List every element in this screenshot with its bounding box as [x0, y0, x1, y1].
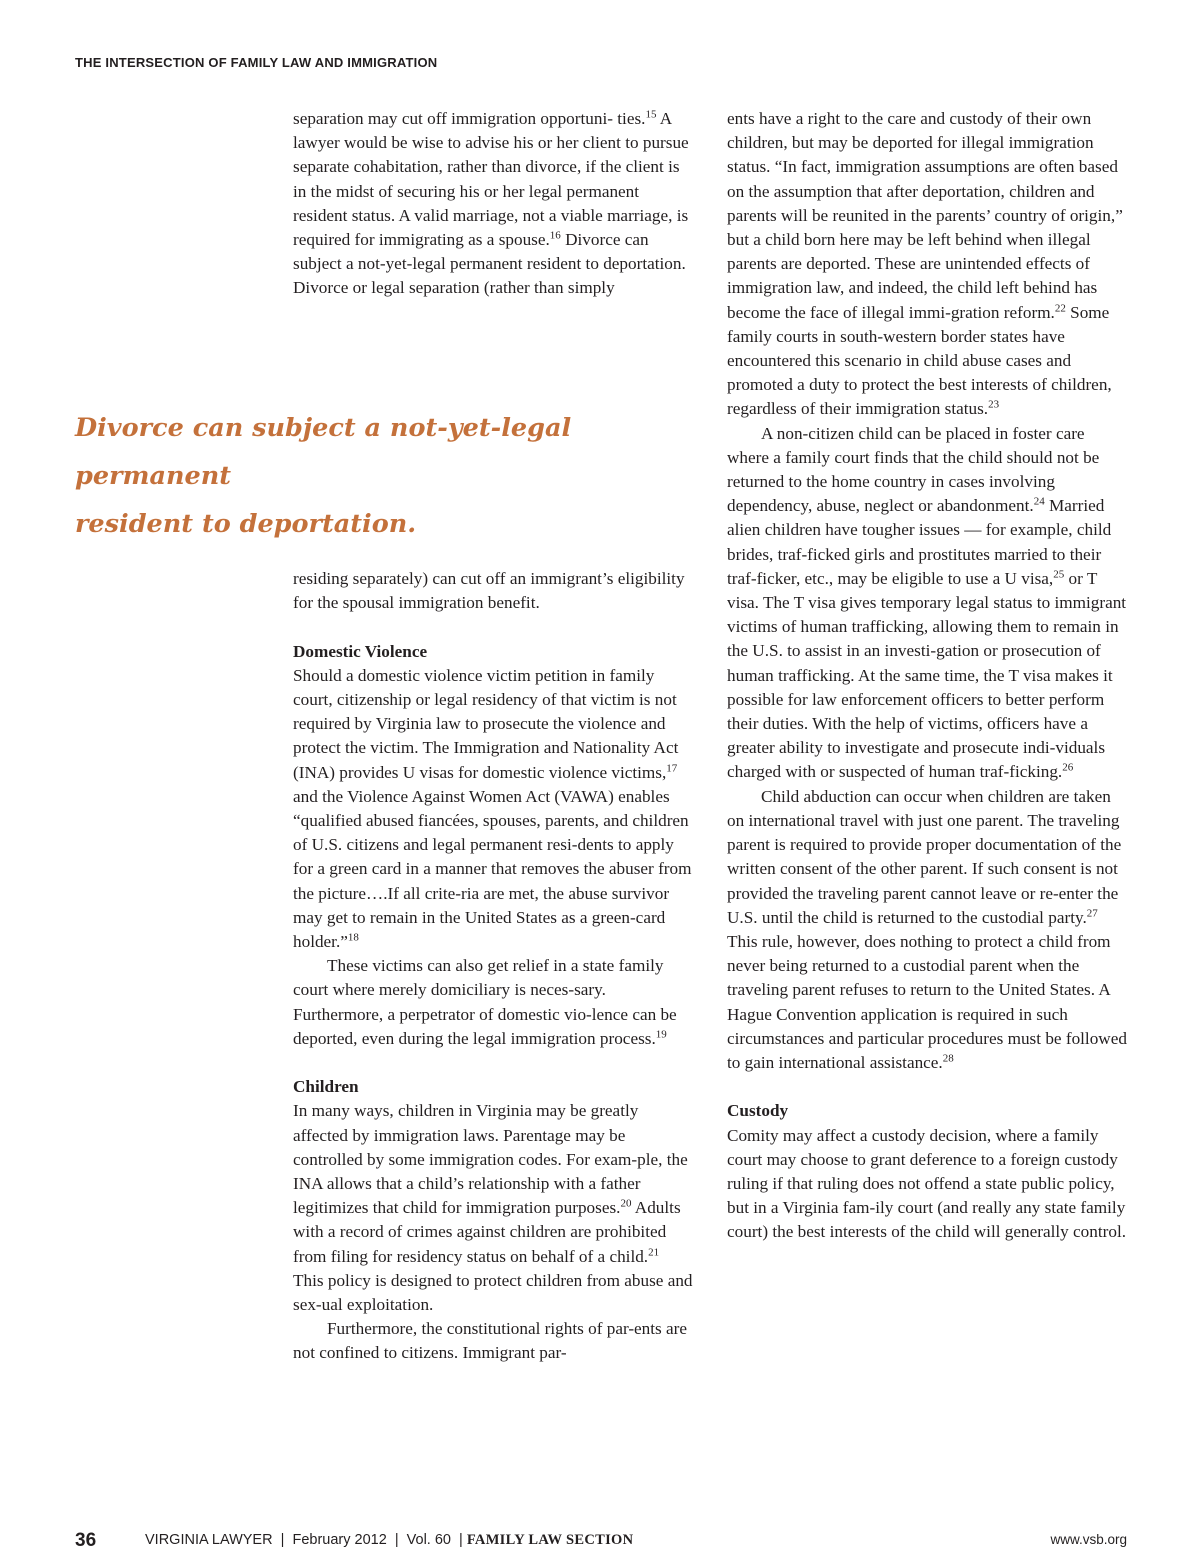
- page-footer: [75, 1530, 1127, 1554]
- section-label: FAMILY LAW SECTION: [466, 1532, 634, 1548]
- paragraph: ents have a right to the care and custody of their own children, but may be deported for illegal immigration status. “In fact, immigration assumptions are often based on the assumption that after deportation, children and parents will be reunited in the parents’ country of origin,” but a child born here may be left behind when illegal parents are deported. These are unintended effects of immigration law, and indeed, the child left behind has become the face of illegal immi-gration reform.$^{22}$ Some family courts in south-western border states have encountered this scenario in child abuse cases and promoted a duty to protect the best interests of children, regardless of their immigration status.$^{23}$: [727, 109, 1123, 419]
- paragraph: In many ways, children in Virginia may be greatly affected by immigration laws. Parentage may be controlled by some immigration codes. For exam-ple, the INA allows that a child’s relationship with a father legitimizes that child for immigration purposes.$^{20}$ Adults with a record of crimes against children are prohibited from filing for residency status on behalf of a child.$^{21}$ This policy is designed to protect children from abuse and sex-ual exploitation.: [293, 1101, 693, 1315]
- footnote-ref: 17: [666, 761, 678, 774]
- footnote-ref: 21: [648, 1245, 660, 1258]
- left-column-bottom: [293, 567, 693, 1366]
- paragraph: Child abduction can occur when children are taken on international travel with just one parent. The traveling parent is required to provide proper documentation of the written consent of the other parent. If such consent is not provided the traveling parent cannot leave or re-enter the U.S. until the child is returned to the custodial party.$^{27}$ This rule, however, does nothing to protect a child from never being returned to a custodial parent when the traveling parent refuses to return to the United States. A Hague Convention application is required in such circumstances and particular procedures must be followed to gain international assistance.$^{28}$: [727, 786, 1127, 1072]
- website-link[interactable]: www.vsb.org: [1050, 1532, 1127, 1547]
- footnote-ref: 16: [549, 229, 561, 242]
- paragraph: residing separately) can cut off an immigrant’s eligibility for the spousal immigration benefit.: [293, 569, 685, 613]
- footnote-ref: 24: [1033, 495, 1045, 508]
- publication-label: VIRGINIA LAWYER | February 2012 | Vol. 60 |: [145, 1532, 463, 1548]
- paragraph: Should a domestic violence victim petition in family court, citizenship or legal residency of that victim is not required by Virginia law to prosecute the violence and protect the victim. The Immigration and Nationality Act (INA) provides U visas for domestic violence victims,$^{17}$ and the Violence Against Women Act (VAWA) enables “qualified abused fiancées, spouses, parents, and children of U.S. citizens and legal permanent resi-dents to apply for a green card in a manner that removes the abuser from the picture….If all crite-ria are met, the abuse survivor may get to remain in the United States as a green-card holder.”$^{18}$: [293, 665, 692, 952]
- footnote-ref: 18: [347, 931, 359, 944]
- footnote-ref: 19: [655, 1028, 667, 1041]
- pull-quote-line: resident to deportation.: [75, 509, 417, 539]
- pull-quote-line: Divorce can subject a not-yet-legal permanent: [75, 413, 572, 491]
- paragraph: separation may cut off immigration opportuni- ties.$^{15}$ A lawyer would be wise to advise his or her client to pursue separate cohabitation, rather than divorce, if the client is in the midst of securing his or her legal permanent resident status. A valid marriage, not a viable marriage, is required for immigrating as a spouse.$^{16}$ Divorce can subject a not-yet-legal permanent resident to deportation. Divorce or legal separation (rather than simply: [293, 108, 689, 298]
- page-number: 36: [75, 1530, 97, 1551]
- paragraph: These victims can also get relief in a state family court where merely domiciliary is neces-sary. Furthermore, a perpetrator of domestic vio-lence can be deported, even during the legal immigration process.$^{19}$: [293, 956, 677, 1048]
- left-column-top: [293, 107, 693, 301]
- publication-info: [145, 1532, 633, 1549]
- paragraph: A non-citizen child can be placed in foster care where a family court finds that the child should not be returned to the home country in cases involving dependency, abuse, neglect or abandonment.$^{24}$ Married alien children have tougher issues — for example, child brides, traf-ficked girls and prostitutes married to their traf-ficker, etc., may be eligible to use a U visa,$^{25}$ or T visa. The T visa gives temporary legal status to immigrant victims of human trafficking, allowing them to remain in the U.S. to assist in an investi-gation or prosecution of human trafficking. At the same time, the T visa makes it possible for law enforcement officers to better perform their duties. With the help of victims, officers have a greater ability to investigate and prosecute indi-viduals charged with or suspected of human traf-ficking.$^{26}$: [727, 423, 1127, 782]
- footnote-ref: 20: [620, 1197, 632, 1210]
- pull-quote: [75, 404, 695, 548]
- footnote-ref: 27: [1086, 906, 1098, 919]
- footnote-ref: 26: [1062, 761, 1074, 774]
- paragraph: Comity may affect a custody decision, where a family court may choose to grant deference to a foreign custody ruling if that ruling does not offend a state public policy, but in a Virginia fam-ily court (and really any state family court) the best interests of the child will generally control.: [727, 1125, 1127, 1242]
- right-column: [727, 107, 1129, 1245]
- section-heading-custody: Custody: [727, 1101, 789, 1121]
- running-head: THE INTERSECTION OF FAMILY LAW AND IMMIGRATION: [75, 55, 438, 70]
- footnote-ref: 22: [1054, 301, 1066, 314]
- paragraph: Furthermore, the constitutional rights of par-ents are not confined to citizens. Immigrant par-: [293, 1319, 688, 1363]
- footnote-ref: 25: [1053, 568, 1065, 581]
- footnote-ref: 15: [645, 108, 657, 121]
- section-heading-domestic-violence: Domestic Violence: [293, 641, 428, 661]
- footnote-ref: 28: [942, 1052, 954, 1065]
- section-heading-children: Children: [293, 1077, 359, 1097]
- footnote-ref: 23: [988, 398, 1000, 411]
